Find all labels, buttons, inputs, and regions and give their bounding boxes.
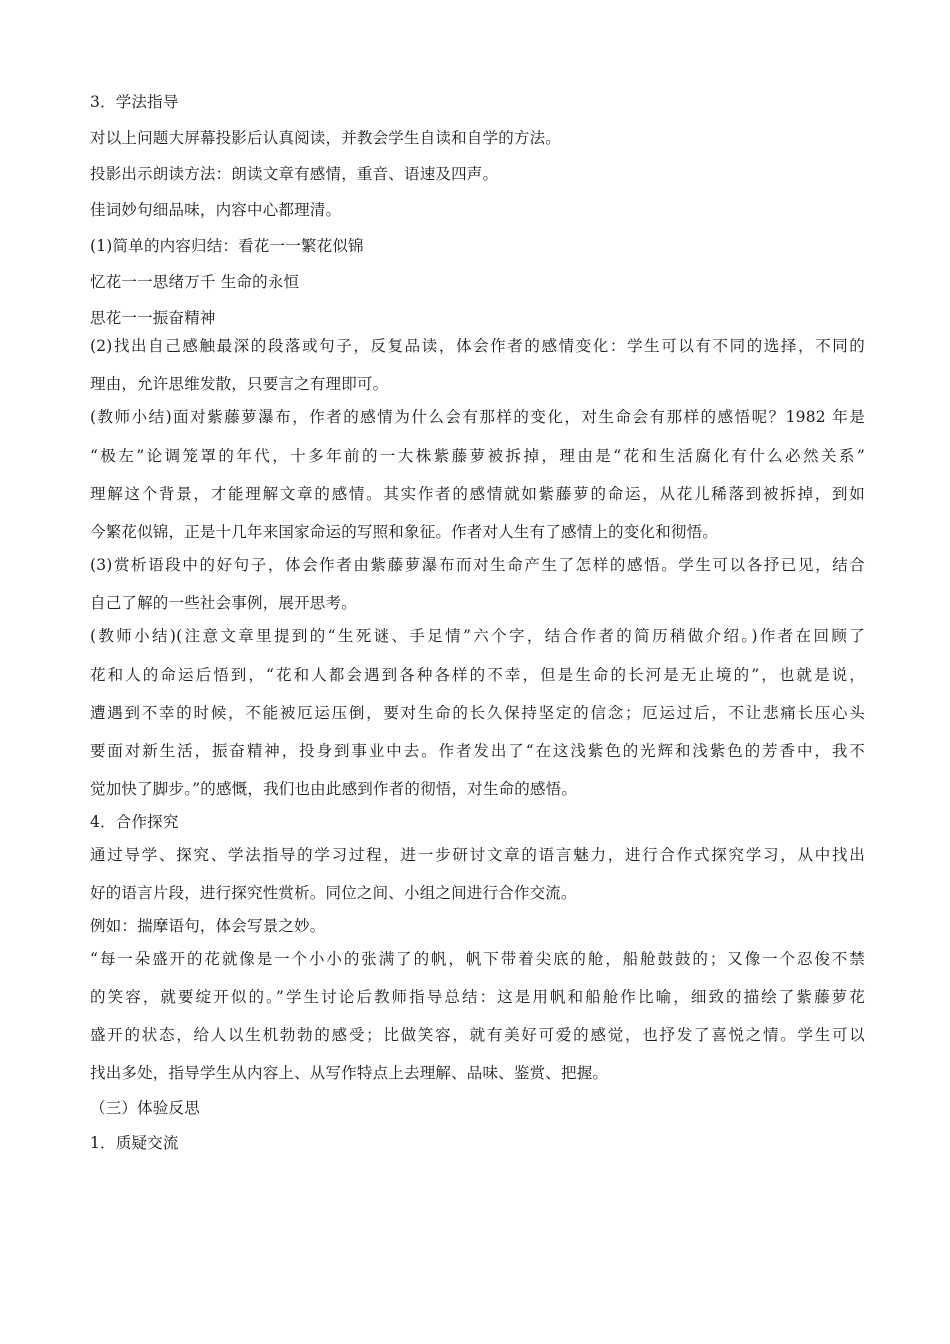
text-line: “每一朵盛开的花就像是一个小小的张满了的帆，帆下带着尖底的舱，船舱鼓鼓的；又像一个忍俊不禁 (90, 950, 865, 968)
text-line: 忆花一一思绪万千 生命的永恒 (90, 273, 300, 291)
text-line: 今繁花似锦，正是十几年来国家命运的写照和象征。作者对人生有了感情上的变化和彻悟。 (90, 523, 719, 541)
text-line: (教师小结)(注意文章里提到的“生死谜、手足情”六个字，结合作者的简历稍做介绍。)作者在回顾了 (90, 627, 865, 645)
text-line: 的笑容，就要绽开似的。”学生讨论后教师指导总结：这是用帆和船舱作比喻，细致的描绘了紫藤萝花 (90, 988, 865, 1006)
text-line: 花和人的命运后悟到，“花和人都会遇到各种各样的不幸，但是生命的长河是无止境的”，也就是说， (90, 666, 865, 684)
text-line: 遭遇到不幸的时候，不能被厄运压倒，要对生命的长久保持坚定的信念；厄运过后，不让悲痛长压心头 (90, 704, 865, 722)
text-line: 找出多处，指导学生从内容上、从写作特点上去理解、品味、鉴赏、把握。 (90, 1064, 609, 1082)
text-line: 理解这个背景，才能理解文章的感情。其实作者的感情就如紫藤萝的命运，从花儿稀落到被拆掉，到如 (90, 485, 865, 503)
text-line: 佳词妙句细品味，内容中心都理清。 (90, 201, 342, 219)
text-line: 自己了解的一些社会事例，展开思考。 (90, 594, 357, 612)
text-line: “极左”论调笼罩的年代，十多年前的一大株紫藤萝被拆掉，理由是“花和生活腐化有什么必然关系” (90, 447, 865, 465)
text-line: 投影出示朗读方法：朗读文章有感情，重音、语速及四声。 (90, 165, 499, 183)
text-line: 好的语言片段，进行探究性赏析。同位之间、小组之间进行合作交流。 (90, 884, 577, 902)
document-body (90, 93, 865, 1153)
text-line: 要面对新生活，振奋精神，投身到事业中去。作者发出了“在这浅紫色的光辉和浅紫色的芳香中，我不 (90, 742, 865, 760)
text-line: 4．合作探究 (90, 813, 179, 831)
text-line: (教师小结)面对紫藤萝瀑布，作者的感情为什么会有那样的变化，对生命会有那样的感悟呢？1982 年是 (90, 408, 865, 426)
text-line: 思花一一振奋精神 (90, 309, 216, 327)
text-line: 觉加快了脚步。”的感慨，我们也由此感到作者的彻悟，对生命的感悟。 (90, 780, 578, 798)
text-line: (3)赏析语段中的好句子，体会作者由紫藤萝瀑布而对生命产生了怎样的感悟。学生可以各抒已见，结合 (90, 556, 865, 574)
text-line: 通过导学、探究、学法指导的学习过程，进一步研讨文章的语言魅力，进行合作式探究学习，从中找出 (90, 846, 865, 864)
text-line: （三）体验反思 (90, 1099, 200, 1117)
text-line: 理由，允许思维发散，只要言之有理即可。 (90, 375, 389, 393)
text-line: 1．质疑交流 (90, 1134, 179, 1152)
text-line: 盛开的状态，给人以生机勃勃的感受；比做笑容，就有美好可爱的感觉，也抒发了喜悦之情。学生可以 (90, 1026, 865, 1044)
text-line: 对以上问题大屏幕投影后认真阅读，并教会学生自读和自学的方法。 (90, 129, 562, 147)
text-line: (2)找出自己感触最深的段落或句子，反复品读，体会作者的感情变化：学生可以有不同的选择，不同的 (90, 337, 865, 355)
text-line: 例如：揣摩语句，体会写景之妙。 (90, 917, 326, 935)
text-line: (1)简单的内容归结：看花一一繁花似锦 (90, 237, 364, 255)
text-line: 3．学法指导 (90, 93, 179, 111)
